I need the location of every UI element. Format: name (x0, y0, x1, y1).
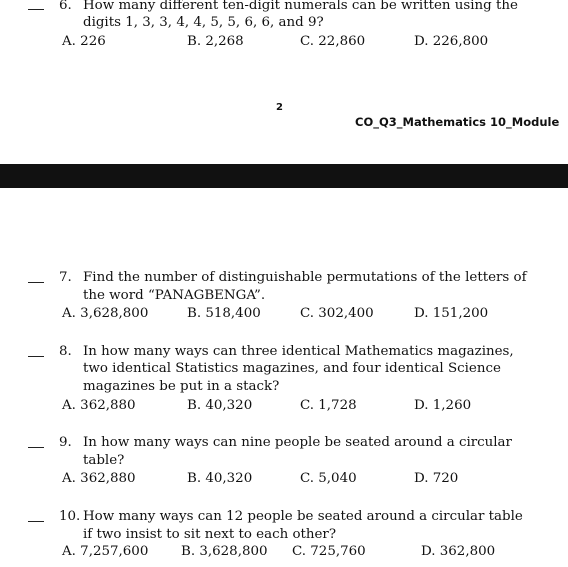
page-number: 2 (276, 102, 283, 113)
question-text-line: if two insist to sit next to each other? (83, 527, 337, 542)
option-b: B. 518,400 (187, 306, 261, 321)
option-d: D. 151,200 (414, 306, 489, 321)
question-text-line: magazines be put in a stack? (83, 379, 280, 394)
answer-blank[interactable] (28, 521, 44, 522)
option-d: D. 226,800 (414, 34, 489, 49)
question-text-line: In how many ways can three identical Mathematics magazines, (83, 344, 514, 359)
option-b: B. 40,320 (187, 398, 253, 413)
page-separator (0, 164, 568, 188)
question-text-line: In how many ways can nine people be seated around a circular (83, 435, 512, 450)
option-a: A. 7,257,600 (62, 544, 149, 559)
option-d: D. 1,260 (414, 398, 472, 413)
answer-blank[interactable] (28, 447, 44, 448)
question-number: 7. (59, 270, 72, 285)
answer-blank[interactable] (28, 356, 44, 357)
option-d: D. 362,800 (421, 544, 496, 559)
option-c: C. 725,760 (292, 544, 366, 559)
option-a: A. 3,628,800 (62, 306, 149, 321)
question-number: 6. (59, 0, 72, 13)
question-text-line: table? (83, 453, 125, 468)
question-text-line: How many ways can 12 people be seated around a circular table (83, 509, 523, 524)
option-a: A. 226 (62, 34, 106, 49)
question-number: 8. (59, 344, 72, 359)
option-b: B. 2,268 (187, 34, 244, 49)
answer-blank[interactable] (28, 282, 44, 283)
option-b: B. 40,320 (187, 471, 253, 486)
question-number: 10. (59, 509, 81, 524)
question-text-line: Find the number of distinguishable permutations of the letters of (83, 270, 527, 285)
question-text-line: the word “PANAGBENGA”. (83, 288, 266, 303)
question-number: 9. (59, 435, 72, 450)
option-d: D. 720 (414, 471, 459, 486)
question-text-line: digits 1, 3, 3, 4, 4, 5, 5, 6, 6, and 9? (83, 15, 324, 30)
answer-blank[interactable] (28, 9, 44, 10)
option-a: A. 362,880 (62, 471, 136, 486)
option-c: C. 22,860 (300, 34, 366, 49)
option-a: A. 362,880 (62, 398, 136, 413)
page-footer: CO_Q3_Mathematics 10_Module (355, 115, 560, 129)
option-c: C. 302,400 (300, 306, 374, 321)
question-text-line: How many different ten-digit numerals can be written using the (83, 0, 518, 13)
option-c: C. 1,728 (300, 398, 357, 413)
option-b: B. 3,628,800 (181, 544, 268, 559)
option-c: C. 5,040 (300, 471, 357, 486)
question-text-line: two identical Statistics magazines, and four identical Science (83, 361, 501, 376)
